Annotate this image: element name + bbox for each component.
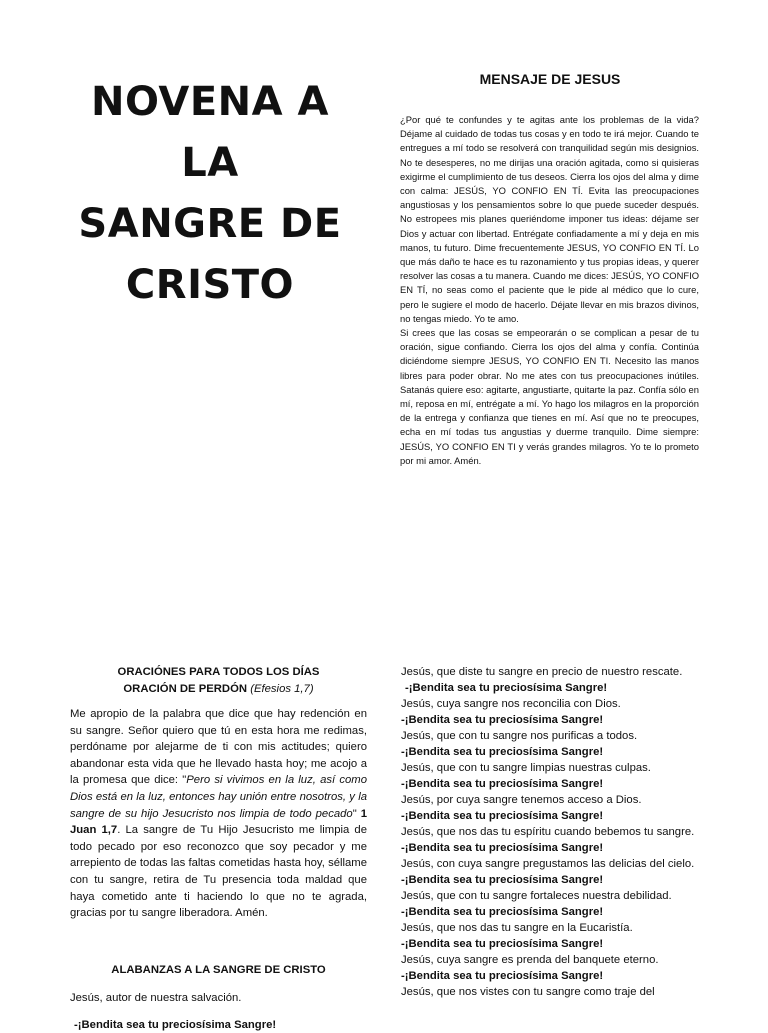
perdon-text-part1: Me apropio de la palabra que dice que hay redención en su sangre. Señor quiero que tú en esta hora me redimas, perdóname por alejarme de ti con mis actitudes; quiero abandonar esta vida que he llevado hasta hoy; me acojo a la promesa que dice: " [70, 708, 367, 787]
cover-title [60, 72, 360, 316]
invocation-line: Jesús, que nos vistes con tu sangre como traje del [401, 986, 655, 998]
mensaje-paragraph: ¿Por qué te confundes y te agitas ante los problemas de la vida? Déjame al cuidado de todas tus cosas y en todo te irá mejor. Cuando te entregues a mí todo se resolverá con tranquilidad según mis designios. No te desesperes, no me dirijas una oración agitada, como si quisieras exigirme el cumplimiento de tus deseos. Cierra los ojos del alma y dime con calma: JESÚS, YO CONFIO EN TÍ. Evita las preocupaciones angustiosas y los pensamientos sobre lo que puede suceder después. No estropees mis planes queriéndome imponer tus ideas: déjame ser Dios y actuar con libertad. Entrégate confiadamente a mí y deja en mis manos, tu futuro. Dime frecuentemente JESUS, YO CONFIO EN TÍ. Lo que más daño te hace es tu razonamiento y tus propias ideas, y querer resolver las cosas a tu manera. Cuando me dices: JESÚS, YO CONFIO EN TÍ, no seas como el paciente que le pide al médico que lo cure, pero le sugiere el modo de hacerlo. Déjate llevar en mis brazos divinos, no tengas miedo. Yo te amo. [400, 114, 699, 324]
invocation-line: Jesús, cuya sangre es prenda del banquete eterno. [401, 954, 659, 966]
response-line: -¡Bendita sea tu preciosísima Sangre! [401, 714, 604, 726]
alabanzas-left-list [70, 990, 367, 1033]
response-line: -¡Bendita sea tu preciosísima Sangre! [401, 810, 604, 822]
invocation-line: Jesús, con cuya sangre pregustamos las delicias del cielo. [401, 858, 695, 870]
perdon-heading [70, 681, 367, 698]
perdon-citation: 1 Juan 1,7 [70, 807, 368, 837]
perdon-subheading: ORACIÓN DE PERDÓN [123, 683, 248, 695]
invocation-line: Jesús, que nos das tu sangre en la Eucaristía. [401, 922, 633, 934]
cover-title-line: SANGRE DE [78, 201, 342, 247]
response-line: -¡Bendita sea tu preciosísima Sangre! [401, 970, 604, 982]
perdon-prayer [70, 706, 367, 922]
invocation-line: Jesús, que nos das tu espíritu cuando bebemos tu sangre. [401, 826, 695, 838]
alabanzas-right-list [401, 664, 701, 1000]
oraciones-heading: ORACIÓNES PARA TODOS LOS DÍAS [117, 666, 320, 678]
mensaje-heading: MENSAJE DE JESUS [479, 71, 621, 87]
invocation-line: Jesús, que diste tu sangre en precio de nuestro rescate. [401, 666, 683, 678]
invocation-line: Jesús, autor de nuestra salvación. [70, 992, 242, 1004]
invocation-line: Jesús, cuya sangre nos reconcilia con Dios. [401, 698, 621, 710]
invocation-line: Jesús, por cuya sangre tenemos acceso a Dios. [401, 794, 642, 806]
alabanzas-heading: ALABANZAS A LA SANGRE DE CRISTO [111, 964, 326, 976]
invocation-line: Jesús, que con tu sangre fortaleces nuestra debilidad. [401, 890, 672, 902]
mensaje-paragraph: Si crees que las cosas se empeorarán o se complican a pesar de tu oración, sigue confiando. Cierra los ojos del alma y confía. Continúa diciéndome siempre JESUS, YO CONFIO EN TI. Necesito las manos libres para poder obrar. No me ates con tus preocupaciones inútiles. Satanás quiere eso: agitarte, angustiarte, quitarte la paz. Confía sólo en mí, reposa en mí, entrégate a mí. Yo hago los milagros en la proporción de la entrega y confianza que tienes en mí. Así que no te preocupes, echa en mí todas tus angustias y duerme tranquilo. Dime siempre: JESÚS, YO CONFIO EN TI y verás grandes milagros. Yo te lo prometo por mi amor. Amén. [400, 327, 699, 466]
response-line: -¡Bendita sea tu preciosísima Sangre! [74, 1018, 277, 1031]
response-line: -¡Bendita sea tu preciosísima Sangre! [401, 906, 604, 918]
perdon-text-part2: . La sangre de Tu Hijo Jesucristo me limpia de todo pecado por eso reconozco que soy pecador y me arrepiento de todas las faltas cometidas hasta hoy, séllame con tu sangre, retira de Tu presencia toda maldad que haya cometido ante ti haciendo lo que no te agrada, gracias por tu sangre liberadora. Amén. [70, 824, 367, 920]
response-line: -¡Bendita sea tu preciosísima Sangre! [401, 874, 604, 886]
response-line: -¡Bendita sea tu preciosísima Sangre! [401, 938, 604, 950]
oraciones-heading-block [70, 664, 367, 698]
perdon-quote-close: " [352, 807, 357, 820]
cover-title-line: NOVENA A LA [90, 79, 329, 186]
mensaje-body [400, 113, 699, 468]
cover-title-line: CRISTO [125, 262, 295, 308]
response-line: -¡Bendita sea tu preciosísima Sangre! [405, 682, 608, 694]
response-line: -¡Bendita sea tu preciosísima Sangre! [401, 778, 604, 790]
perdon-reference: (Efesios 1,7) [250, 683, 314, 695]
response-line: -¡Bendita sea tu preciosísima Sangre! [401, 842, 604, 854]
perdon-quote: Pero si vivimos en la luz, así como Dios está en la luz, entonces hay unión entre nosotros, y la sangre de su hijo Jesucristo nos limpia de todo pecado [70, 774, 367, 820]
invocation-line: Jesús, que con tu sangre nos purificas a todos. [401, 730, 638, 742]
invocation-line: Jesús, que con tu sangre limpias nuestras culpas. [401, 762, 651, 774]
response-line: -¡Bendita sea tu preciosísima Sangre! [401, 746, 604, 758]
